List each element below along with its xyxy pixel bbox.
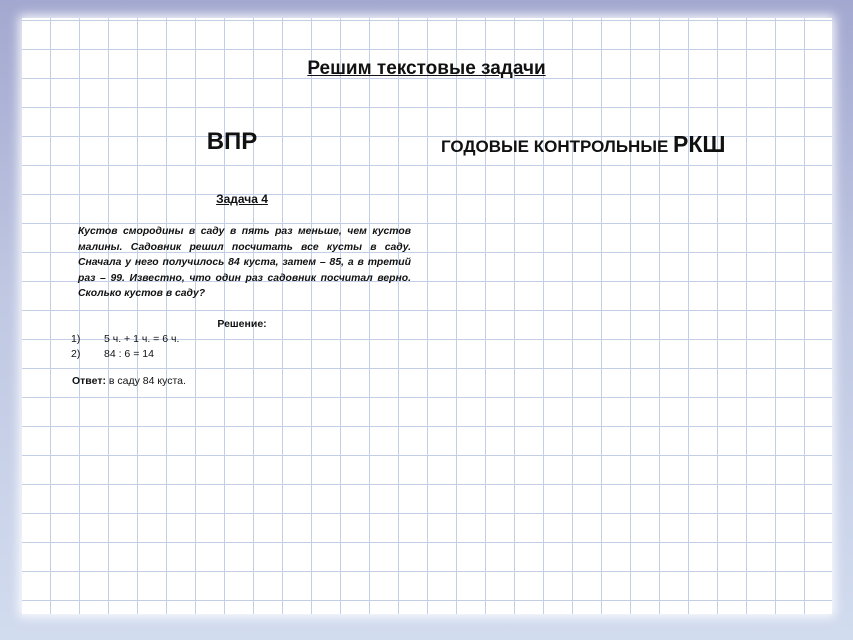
grid-paper-sheet bbox=[22, 18, 832, 614]
answer bbox=[72, 375, 186, 387]
step-text: 84 : 6 = 14 bbox=[104, 348, 154, 360]
solution-title: Решение: bbox=[217, 318, 267, 330]
rksh-heading bbox=[441, 131, 726, 158]
step-text: 5 ч. + 1 ч. = 6 ч. bbox=[104, 333, 180, 345]
rksh-heading-abbr: РКШ bbox=[673, 131, 726, 157]
vpr-heading: ВПР bbox=[206, 128, 258, 155]
step-number: 2) bbox=[71, 348, 81, 360]
solution-step bbox=[71, 332, 179, 347]
step-number: 1) bbox=[71, 333, 81, 345]
solution-steps bbox=[71, 332, 179, 362]
rksh-heading-label: ГОДОВЫЕ КОНТРОЛЬНЫЕ bbox=[441, 137, 674, 156]
answer-text: в саду 84 куста. bbox=[105, 375, 186, 387]
solution-step bbox=[71, 347, 179, 362]
task-title: Задача 4 bbox=[216, 192, 268, 206]
answer-label: Ответ: bbox=[72, 375, 106, 387]
problem-text: Кустов смородины в саду в пять раз меньше, чем кустов малины. Садовник решил посчитать все кусты в саду. Сначала у него получилось 84 куста, затем – 85, а в третий раз – 99. Известно, что один раз садовник посчитал верно. Сколько кустов в саду? bbox=[78, 226, 411, 300]
page-title: Решим текстовые задачи bbox=[307, 58, 546, 79]
